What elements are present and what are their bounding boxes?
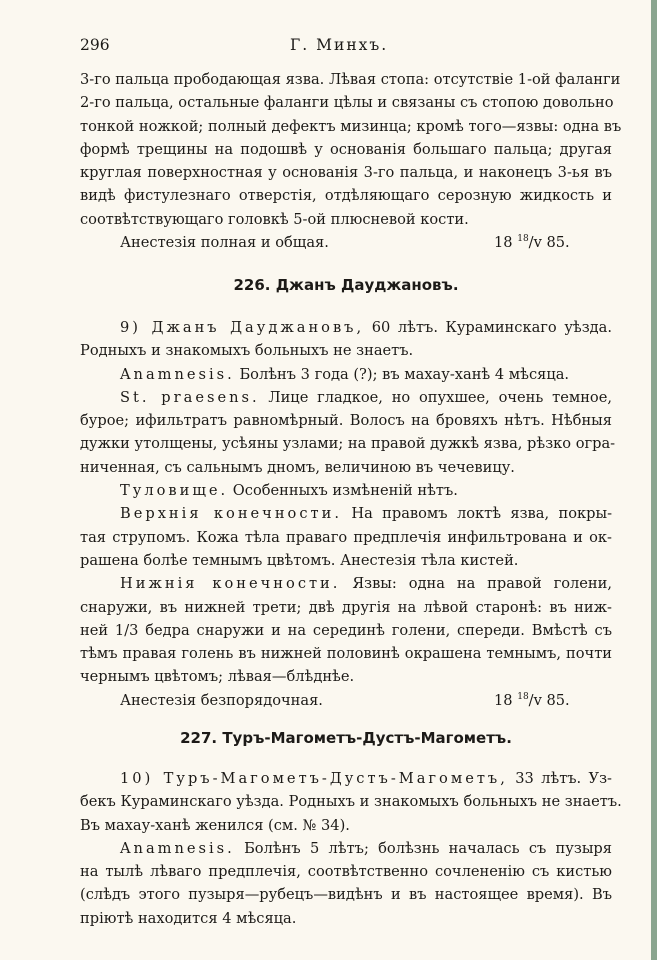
patient-name: 9) Джанъ Дауджановъ, <box>120 319 365 336</box>
text-line: тая струпомъ. Кожа тѣла праваго предплечія инфильтрована и ок- <box>80 528 612 546</box>
page-edge <box>651 0 657 960</box>
text-line: снаружи, въ нижней трети; двѣ другія на лѣвой старонѣ: въ ниж- <box>80 598 612 616</box>
text-line: 2-го пальца, остальные фаланги цѣлы и связаны съ стопою довольно <box>80 94 614 112</box>
text-line <box>80 316 612 339</box>
text-line <box>80 502 612 525</box>
text-line: ней 1/3 бедра снаружи и на серединѣ голени, спереди. Вмѣстѣ съ <box>80 621 612 639</box>
text-span: Болѣнъ 5 лѣтъ; болѣзнь началась съ пузыря <box>234 839 612 857</box>
closing-line <box>80 689 612 712</box>
date: 18 $^{18}$/v 85. <box>494 691 570 709</box>
section-label: Anamnesis. <box>120 839 235 857</box>
text-line: соотвѣтствующаго головкѣ 5-ой плюсневой кости. <box>80 210 469 228</box>
text-span: Особенныхъ измѣненій нѣтъ. <box>228 482 458 500</box>
text-span: На правомъ локтѣ язва, покры- <box>341 505 613 523</box>
closing-text: Анестезія полная и общая. <box>120 234 329 252</box>
text-span: 33 лѣтъ. Уз- <box>507 770 612 787</box>
text-line <box>80 572 612 595</box>
text-line: чернымъ цвѣтомъ; лѣвая—блѣднѣе. <box>80 668 355 686</box>
text-line: 3-го пальца прободающая язва. Лѣвая стопа: отсутствіе 1-ой фаланги <box>80 71 621 88</box>
section-label: Anamnesis. <box>120 365 235 383</box>
text-line: Въ махау-ханѣ женился (см. № 34). <box>80 816 350 834</box>
patient-name: 10) Туръ-Магометъ-Дустъ-Магометъ, <box>120 770 508 787</box>
page-number: 296 <box>80 36 110 54</box>
text-line: пріютѣ находится 4 мѣсяца. <box>80 909 297 927</box>
page-header <box>80 36 610 58</box>
case-226-body <box>80 316 616 712</box>
text-line: ниченная, съ сальнымъ дномъ, величиною въ чечевицу. <box>80 458 515 476</box>
text-line: Родныхъ и знакомыхъ больныхъ не знаетъ. <box>80 342 414 360</box>
continuation-paragraph <box>80 68 622 254</box>
text-line: бекъ Кураминскаго уѣзда. Родныхъ и знакомыхъ больныхъ не знаетъ. <box>80 793 622 811</box>
text-line: круглая поверхностная у основанія 3-го пальца, и наконецъ 3-ья въ <box>80 164 612 182</box>
text-span: Лице гладкое, но опухшее, очень темное, <box>259 388 612 406</box>
date: 18 $^{18}$/v 85. <box>494 234 570 252</box>
text-span: Болѣнъ 3 года (?); въ махау-ханѣ 4 мѣсяца. <box>234 365 570 383</box>
closing-text: Анестезія безпорядочная. <box>120 691 323 709</box>
text-line: тѣмъ правая голень въ нижней половинѣ окрашена темнымъ, почти <box>80 645 612 663</box>
running-title: Г. Минхъ. <box>290 36 389 54</box>
text-line: формѣ трещины на подошвѣ у основанія большаго пальца; другая <box>80 140 612 158</box>
text-line <box>80 767 612 790</box>
section-label: Туловище. <box>120 482 229 500</box>
case-227-body <box>80 767 622 930</box>
text-line: рашена болѣе темнымъ цвѣтомъ. Анестезія тѣла кистей. <box>80 551 519 569</box>
text-line <box>80 479 612 502</box>
text-span: 60 лѣтъ. Кураминскаго уѣзда. <box>364 319 612 336</box>
section-label: Верхнія конечности. <box>120 505 342 523</box>
text-line <box>80 386 612 409</box>
text-line: видѣ фистулезнаго отверстія, отдѣляющаго серозную жидкость и <box>80 187 612 205</box>
section-label: Нижнія конечности. <box>120 575 341 593</box>
text-line: тонкой ножкой; полный дефектъ мизинца; кромѣ того—язвы: одна въ <box>80 117 622 135</box>
text-line: (слѣдъ этого пузыря—рубецъ—видѣнъ и въ настоящее время). Въ <box>80 886 612 904</box>
text-line <box>80 837 612 860</box>
section-label: St. praesens. <box>120 388 260 406</box>
text-line <box>80 363 612 386</box>
closing-line <box>80 231 612 254</box>
case-heading-227: 227. Туръ-Магометъ-Дустъ-Магометъ. <box>180 729 512 747</box>
text-line: на тылѣ лѣваго предплечія, соотвѣтственно сочлененію съ кистью <box>80 863 612 881</box>
text-line: бурое; ифильтратъ равномѣрный. Волосъ на бровяхъ нѣтъ. Нѣбныя <box>80 412 612 430</box>
text-span: Язвы: одна на правой голени, <box>340 575 612 593</box>
text-line: дужки утолщены, усѣяны узлами; на правой дужкѣ язва, рѣзко огра- <box>80 435 616 453</box>
case-heading-226: 226. Джанъ Дауджановъ. <box>233 276 459 294</box>
